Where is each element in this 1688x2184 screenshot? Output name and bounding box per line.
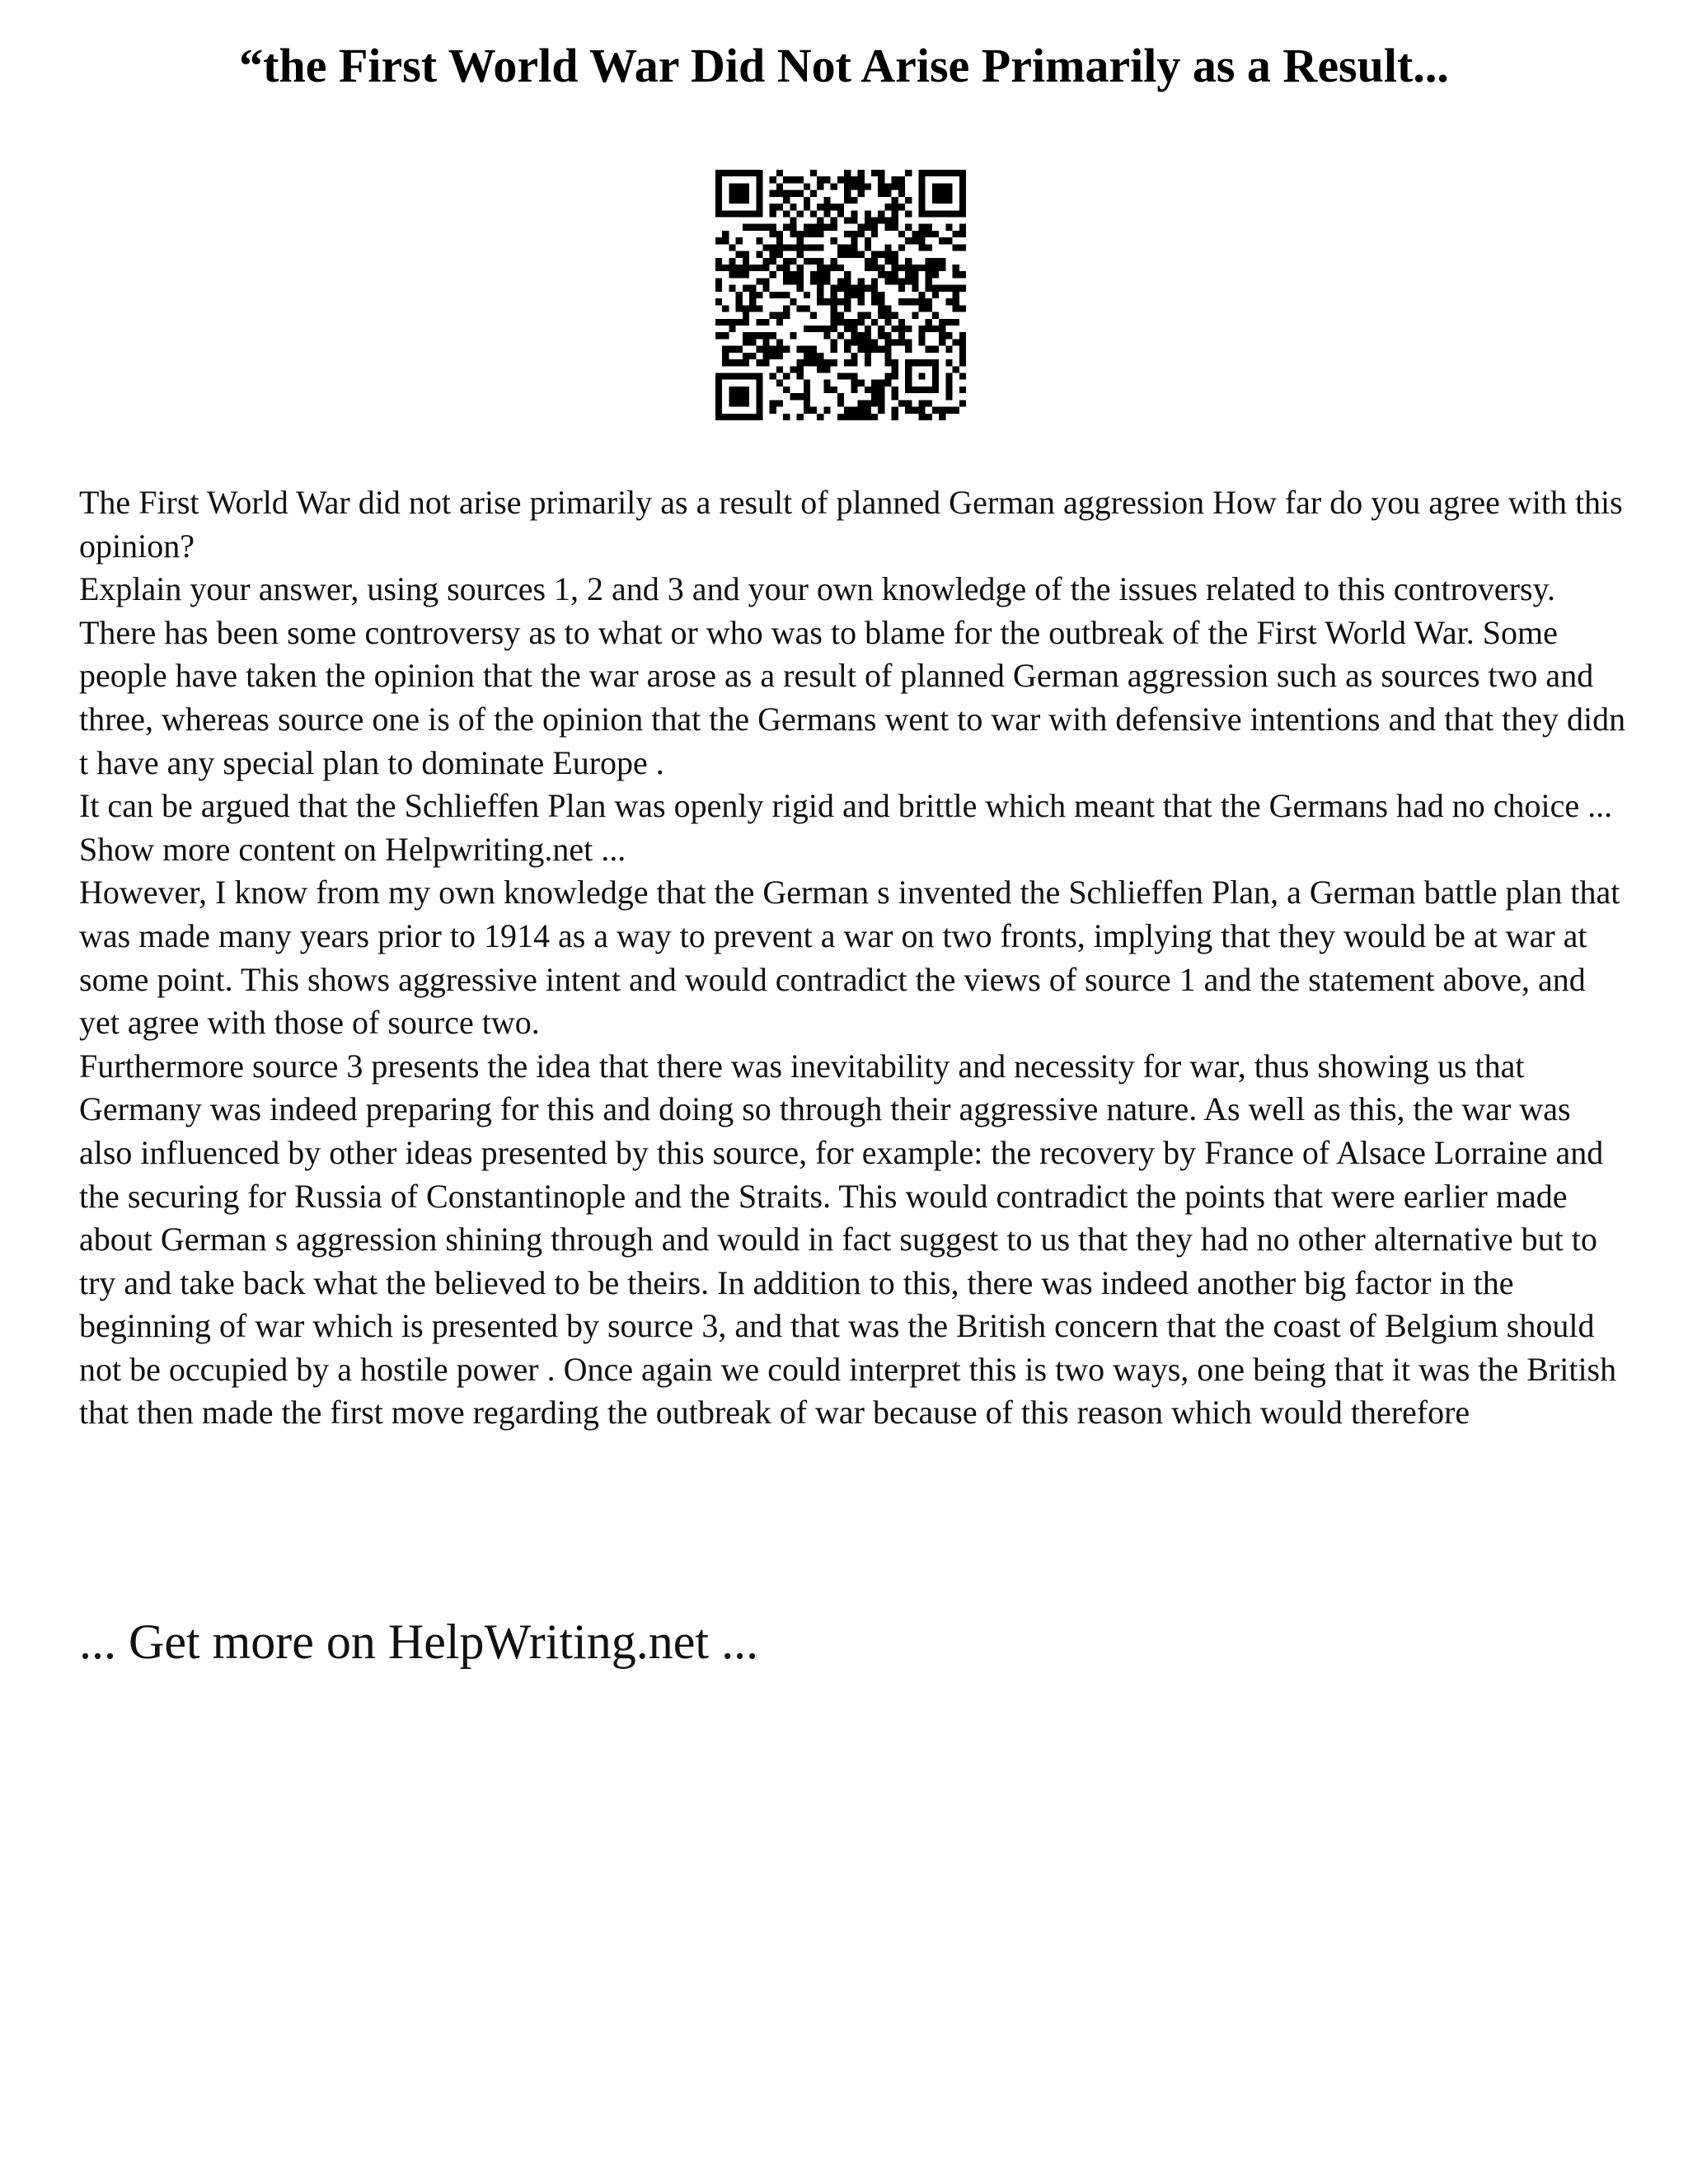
qr-code-icon bbox=[715, 170, 966, 420]
paragraph-prompt: The First World War did not arise primarily as a result of planned German aggression How far do you agree with this opinion? bbox=[79, 484, 1623, 565]
get-more-link[interactable]: ... Get more on HelpWriting.net ... bbox=[79, 1615, 759, 1669]
paragraph-instructions: Explain your answer, using sources 1, 2 and 3 and your own knowledge of the issues related to this controversy. bbox=[79, 570, 1555, 608]
paragraph-introduction: There has been some controversy as to what or who was to blame for the outbreak of the First World War. Some people have taken the opinion that the war arose as a result of planned German aggression such as sources two and three, whereas source one is of the opinion that the Germans went to war with defensive intentions and that they didn t have any special plan to dominate Europe . bbox=[79, 613, 1626, 781]
page-title: “the First World War Did Not Arise Primarily as a Result... bbox=[239, 39, 1449, 92]
paragraph-source-three: Furthermore source 3 presents the idea that there was inevitability and necessity for war, thus showing us that Germany was indeed preparing for this and doing so through their aggressive nature. As well as this, the war was also influenced by other ideas presented by this source, for example: the recovery by France of Alsace Lorraine and the securing for Russia of Constantinople and the Straits. This would contradict the points that were earlier made about German s aggression shining through and would in fact suggest to us that they had no other alternative but to try and take back what the believed to be theirs. In addition to this, there was indeed another big factor in the beginning of war which is presented by source 3, and that was the British concern that the coast of Belgium should not be occupied by a hostile power . Once again we could interpret this is two ways, one being that it was the British that then made the first move regarding the outbreak of war because of this reason which would therefore bbox=[79, 1047, 1617, 1432]
paragraph-own-knowledge: However, I know from my own knowledge that the German s invented the Schlieffen Plan, a German battle plan that was made many years prior to 1914 as a way to prevent a war on two fronts, implying that they would be at war at some point. This shows aggressive intent and would contradict the views of source 1 and the statement above, and yet agree with those of source two. bbox=[79, 874, 1620, 1042]
article-body bbox=[79, 481, 1629, 1435]
paragraph-schlieffen-argument: It can be argued that the Schlieffen Plan was openly rigid and brittle which meant that the Germans had no choice ... Show more content on Helpwriting.net ... bbox=[79, 787, 1613, 868]
